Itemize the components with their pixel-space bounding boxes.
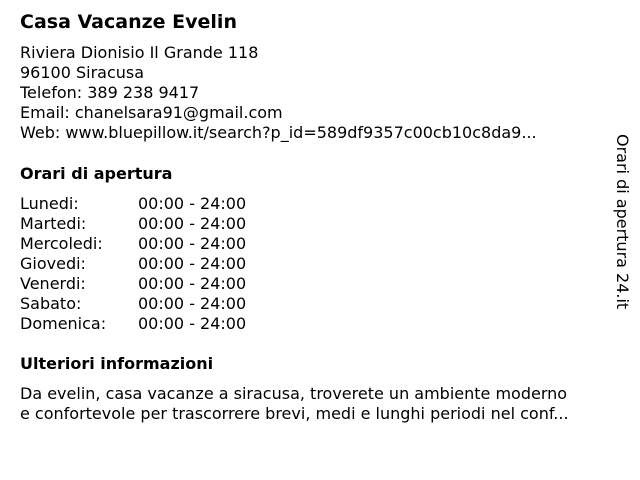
additional-info-heading: Ulteriori informazioni [20, 354, 214, 373]
description-line: Da evelin, casa vacanze a siracusa, troverete un ambiente moderno [20, 384, 568, 403]
business-name: Casa Vacanze Evelin [20, 11, 237, 33]
hours-row [20, 234, 246, 254]
time-range: 00:00 - 24:00 [138, 314, 247, 333]
time-range: 00:00 - 24:00 [138, 234, 247, 253]
opening-hours-table [20, 194, 246, 334]
time-range: 00:00 - 24:00 [138, 294, 247, 313]
day-label: Venerdi: [20, 274, 86, 293]
day-label: Giovedi: [20, 254, 86, 273]
hours-row [20, 294, 246, 314]
hours-row [20, 254, 246, 274]
day-label: Domenica: [20, 314, 107, 333]
opening-hours-heading: Orari di apertura [20, 164, 173, 183]
address-street: Riviera Dionisio Il Grande 118 [20, 43, 259, 62]
time-range: 00:00 - 24:00 [138, 214, 247, 233]
hours-row [20, 214, 246, 234]
site-watermark: Orari di apertura 24.it [613, 134, 632, 310]
email-address[interactable]: Email: chanelsara91@gmail.com [20, 103, 283, 122]
day-label: Mercoledi: [20, 234, 103, 253]
day-label: Martedi: [20, 214, 87, 233]
day-label: Sabato: [20, 294, 82, 313]
website-link[interactable]: Web: www.bluepillow.it/search?p_id=589df9357c00cb10c8da9... [20, 123, 537, 142]
contact-block [20, 43, 537, 143]
description-line: e confortevole per trascorrere brevi, medi e lunghi periodi nel conf... [20, 404, 569, 423]
description-text [20, 384, 620, 424]
hours-row [20, 274, 246, 294]
time-range: 00:00 - 24:00 [138, 194, 247, 213]
hours-row [20, 314, 246, 334]
time-range: 00:00 - 24:00 [138, 274, 247, 293]
phone-number[interactable]: Telefon: 389 238 9417 [20, 83, 200, 102]
address-city: 96100 Siracusa [20, 63, 145, 82]
time-range: 00:00 - 24:00 [138, 254, 247, 273]
hours-row [20, 194, 246, 214]
day-label: Lunedi: [20, 194, 79, 213]
